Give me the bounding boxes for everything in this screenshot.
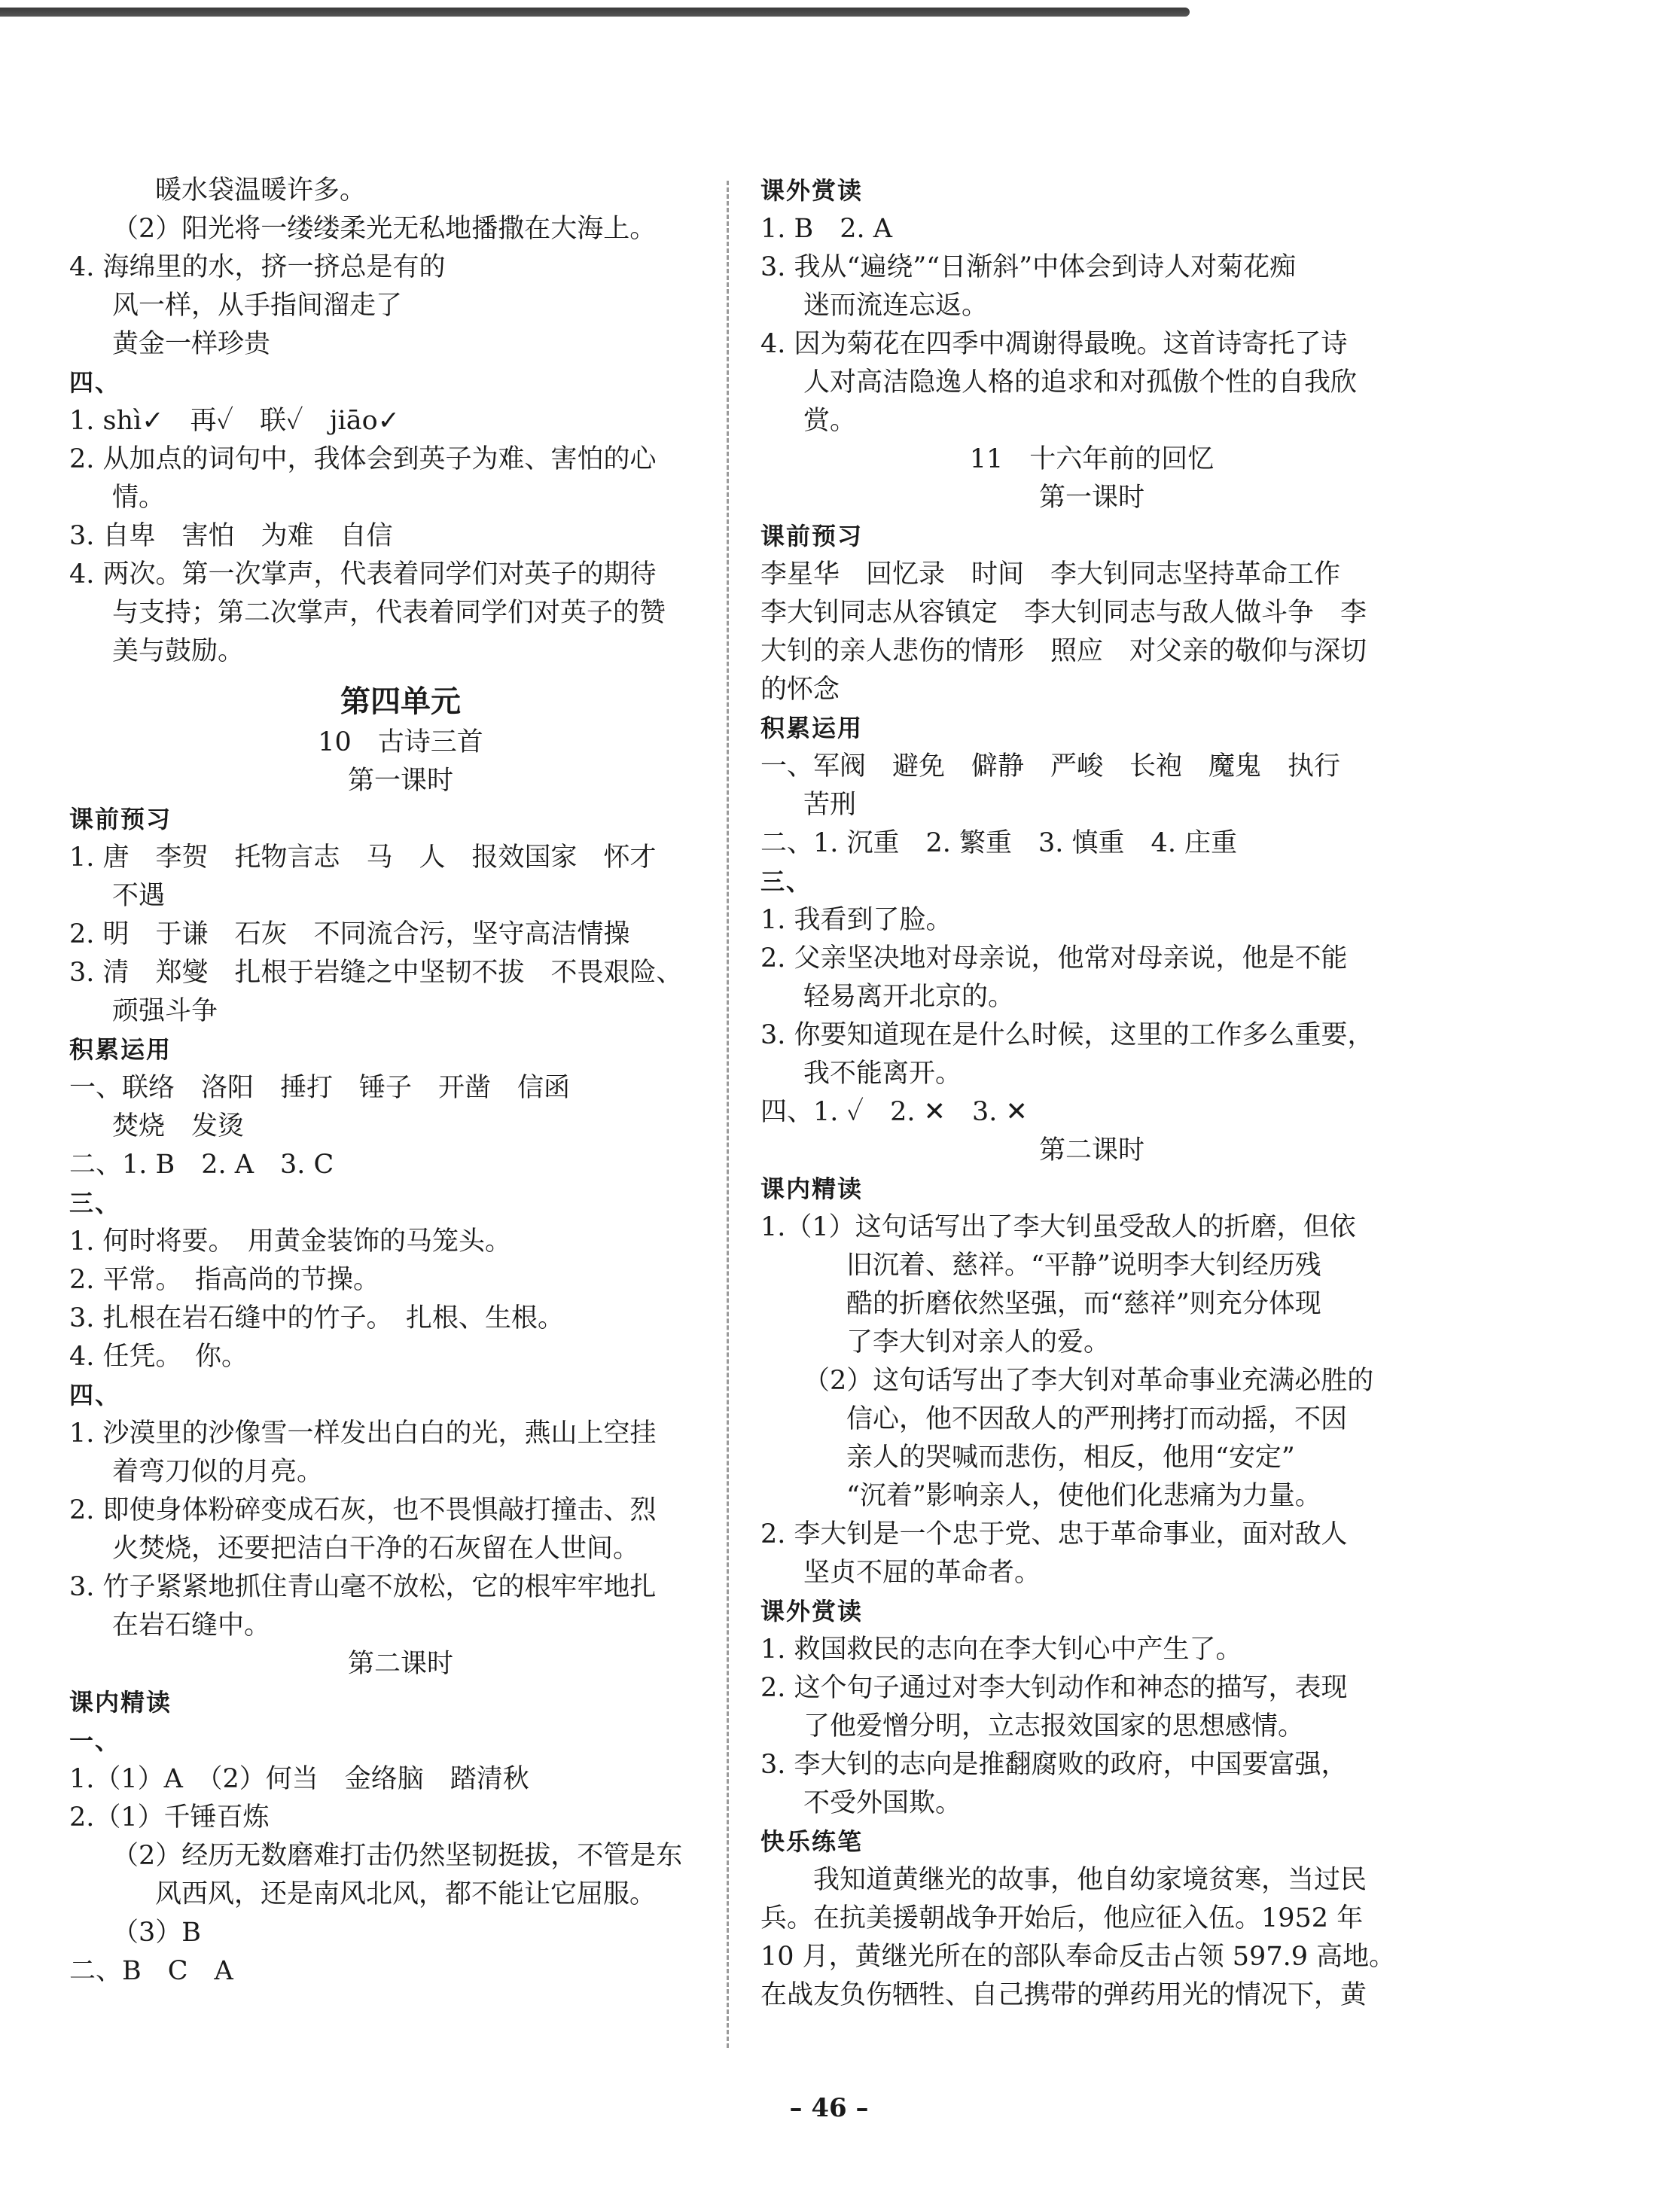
text-line: 了他爱憎分明，立志报效国家的思想感情。 <box>803 1711 1305 1741</box>
text-line: 李星华 回忆录 时间 李大钊同志坚持革命工作 <box>760 559 1341 590</box>
text-line: 在岩石缝中。 <box>112 1610 271 1641</box>
text-line: 4. 两次。第一次掌声，代表着同学们对英子的期待 <box>69 559 657 590</box>
text-line: 着弯刀似的月亮。 <box>112 1457 324 1487</box>
text-line: 风一样，从手指间溜走了 <box>112 291 403 321</box>
text-line: 旧沉着、慈祥。“平静”说明李大钊经历残 <box>846 1251 1321 1281</box>
text-line: 3. 竹子紧紧地抓住青山毫不放松，它的根牢牢地扎 <box>69 1572 657 1602</box>
lesson-heading: 第一课时 <box>347 766 453 796</box>
text-line: 2. 父亲坚决地对母亲说，他常对母亲说，他是不能 <box>760 943 1348 973</box>
section-heading: 课内精读 <box>69 1688 172 1717</box>
text-line: 焚烧 发烫 <box>112 1111 245 1141</box>
text-line: 1. 我看到了脸。 <box>760 905 952 935</box>
top-rule <box>0 8 1190 17</box>
text-line: 3. 扎根在岩石缝中的竹子。 扎根、生根。 <box>69 1303 565 1333</box>
text-line: 兵。在抗美援朝战争开始后，他应征入伍。1952 年 <box>760 1903 1364 1933</box>
lesson-heading: 第二课时 <box>347 1649 453 1679</box>
section-heading: 课内精读 <box>760 1175 864 1203</box>
section-heading: 课外赏读 <box>760 1597 864 1625</box>
text-line: 信心，他不因敌人的严刑拷打而动摇，不因 <box>846 1404 1348 1434</box>
text-line: 2. 李大钊是一个忠于党、忠于革命事业，面对敌人 <box>760 1519 1348 1549</box>
text-line: 苦刑 <box>803 790 857 820</box>
text-line: 美与鼓励。 <box>112 636 245 666</box>
section-heading: 四、 <box>69 1381 121 1409</box>
section-heading: 四、 <box>69 368 121 397</box>
text-line: 1. 何时将要。 用黄金装饰的马笼头。 <box>69 1226 512 1257</box>
text-line: 酷的折磨依然坚强，而“慈祥”则充分体现 <box>846 1289 1321 1319</box>
text-line: 迷而流连忘返。 <box>803 291 989 321</box>
text-line: 四、1. ✓ 2. ✕ 3. ✕ <box>760 1097 1028 1127</box>
text-line: 3. 我从“遍绕”“日渐斜”中体会到诗人对菊花痴 <box>760 252 1297 282</box>
text-line: 3. 清 郑燮 扎根于岩缝之中坚韧不拔 不畏艰险、 <box>69 958 683 988</box>
text-line: 暖水袋温暖许多。 <box>155 175 367 206</box>
paragraph-line: 我知道黄继光的故事，他自幼家境贫寒，当过民 <box>813 1865 1367 1895</box>
text-line: 一、联络 洛阳 捶打 锤子 开凿 信函 <box>69 1073 571 1103</box>
text-line: 情。 <box>112 483 166 513</box>
text-line: 二、1. B 2. A 3. C <box>69 1150 334 1180</box>
text-line: 火焚烧，还要把洁白干净的石灰留在人世间。 <box>112 1534 640 1564</box>
text-line: 在战友负伤牺牲、自己携带的弹药用光的情况下，黄 <box>760 1980 1367 2010</box>
section-heading: 课前预习 <box>760 522 864 550</box>
text-line: 了李大钊对亲人的爱。 <box>846 1327 1111 1357</box>
text-line: 1. shì✓ 再✓ 联✓ jiāo✓ <box>69 406 401 436</box>
text-line: （3）B <box>112 1918 201 1948</box>
lesson-heading: 第一课时 <box>1038 483 1144 513</box>
section-heading: 快乐练笔 <box>760 1827 864 1856</box>
text-line: 与支持；第二次掌声，代表着同学们对英子的赞 <box>112 598 666 628</box>
text-line: 1. 沙漠里的沙像雪一样发出白白的光，燕山上空挂 <box>69 1418 657 1449</box>
text-line: 4. 海绵里的水，挤一挤总是有的 <box>69 252 446 282</box>
text-line: （2）阳光将一缕缕柔光无私地播撒在大海上。 <box>112 214 657 244</box>
text-line: 李大钊同志从容镇定 李大钊同志与敌人做斗争 李 <box>760 598 1367 628</box>
text-line: 大钊的亲人悲伤的情形 照应 对父亲的敬仰与深切 <box>760 636 1367 666</box>
text-line: 2. 这个句子通过对李大钊动作和神态的描写，表现 <box>760 1673 1348 1703</box>
text-line: （2）经历无数磨难打击仍然坚韧挺拔，不管是东 <box>112 1841 683 1871</box>
left-column <box>69 172 732 1991</box>
section-heading: 一、 <box>69 1726 121 1755</box>
section-heading: 积累运用 <box>760 714 864 742</box>
text-line: 1.（1）这句话写出了李大钊虽受敌人的折磨，但依 <box>760 1212 1356 1242</box>
text-line: 一、军阀 避免 僻静 严峻 长袍 魔鬼 执行 <box>760 751 1341 782</box>
text-line: 风西风，还是南风北风，都不能让它屈服。 <box>155 1879 657 1909</box>
page-number: – 46 – <box>789 2093 869 2123</box>
text-line: 的怀念 <box>760 675 840 705</box>
section-heading: 课外赏读 <box>760 176 864 205</box>
text-line: 1. 救国救民的志向在李大钊心中产生了。 <box>760 1635 1242 1665</box>
text-line: 赏。 <box>803 406 857 436</box>
text-line: 3. 你要知道现在是什么时候，这里的工作多么重要， <box>760 1020 1374 1050</box>
text-line: 4. 因为菊花在四季中凋谢得最晚。这首诗寄托了诗 <box>760 329 1348 359</box>
text-line: 顽强斗争 <box>112 996 218 1026</box>
text-line: 2. 平常。 指高尚的节操。 <box>69 1265 380 1295</box>
text-line: （2）这句话写出了李大钊对革命事业充满必胜的 <box>803 1366 1374 1396</box>
right-column <box>760 172 1423 2015</box>
text-line: 亲人的哭喊而悲伤，相反，他用“安定” <box>846 1443 1295 1473</box>
text-line: 人对高洁隐逸人格的追求和对孤傲个性的自我欣 <box>803 367 1358 398</box>
text-line: 不受外国欺。 <box>803 1788 962 1818</box>
section-heading: 课前预习 <box>69 805 172 833</box>
text-line: 黄金一样珍贵 <box>112 329 271 359</box>
text-line: 2. 从加点的词句中，我体会到英子为难、害怕的心 <box>69 444 657 474</box>
text-line: 4. 任凭。 你。 <box>69 1342 248 1372</box>
text-line: 不遇 <box>112 881 166 911</box>
text-line: 3. 自卑 害怕 为难 自信 <box>69 521 393 551</box>
text-line: 二、B C A <box>69 1956 233 1986</box>
section-heading: 三、 <box>760 867 812 896</box>
section-heading: 积累运用 <box>69 1035 172 1064</box>
text-line: 轻易离开北京的。 <box>803 982 1015 1012</box>
text-line: 2. 即使身体粉碎变成石灰，也不畏惧敲打撞击、烈 <box>69 1495 657 1525</box>
text-line: 10 月，黄继光所在的部队奉命反击占领 597.9 高地。 <box>760 1942 1396 1972</box>
text-line: 2. 明 于谦 石灰 不同流合污，坚守高洁情操 <box>69 919 630 949</box>
lesson-heading: 第二课时 <box>1038 1135 1144 1165</box>
text-line: 坚贞不屈的革命者。 <box>803 1558 1041 1588</box>
text-line: 3. 李大钊的志向是推翻腐败的政府，中国要富强， <box>760 1750 1348 1780</box>
text-line: 二、1. 沉重 2. 繁重 3. 慎重 4. 庄重 <box>760 828 1238 858</box>
lesson-heading: 11 十六年前的回忆 <box>969 444 1215 474</box>
section-heading: 三、 <box>69 1189 121 1217</box>
text-line: 1. B 2. A <box>760 214 893 244</box>
lesson-heading: 10 古诗三首 <box>318 727 483 757</box>
text-line: 1.（1）A （2）何当 金络脑 踏清秋 <box>69 1764 529 1794</box>
unit-title: 第四单元 <box>340 684 461 719</box>
text-line: 2.（1）千锤百炼 <box>69 1802 270 1833</box>
text-line: 我不能离开。 <box>803 1059 962 1089</box>
text-line: 1. 唐 李贺 托物言志 马 人 报效国家 怀才 <box>69 842 657 873</box>
text-line: “沉着”影响亲人，使他们化悲痛为力量。 <box>846 1481 1321 1511</box>
